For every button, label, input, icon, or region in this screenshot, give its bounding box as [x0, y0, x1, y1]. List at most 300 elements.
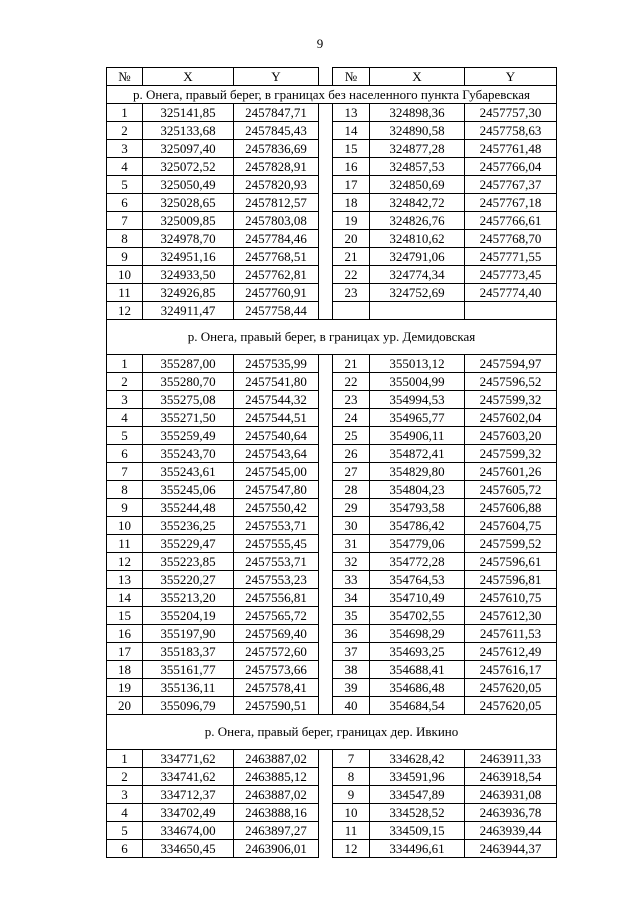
coord-x-left: 355223,85 — [143, 553, 234, 571]
point-number-right: 35 — [333, 607, 370, 625]
coord-x-left: 355220,27 — [143, 571, 234, 589]
column-gap — [319, 176, 333, 194]
table-row — [107, 176, 557, 194]
coordinates-table — [106, 67, 557, 858]
column-gap — [319, 571, 333, 589]
point-number-left: 5 — [107, 822, 143, 840]
column-gap — [319, 104, 333, 122]
table-row — [107, 104, 557, 122]
point-number-right: 9 — [333, 786, 370, 804]
point-number-left: 1 — [107, 355, 143, 373]
coord-x-left: 355136,11 — [143, 679, 234, 697]
coord-y-right: 2457757,30 — [465, 104, 557, 122]
coord-x-left: 355204,19 — [143, 607, 234, 625]
point-number-right: 28 — [333, 481, 370, 499]
coord-x-right: 324842,72 — [370, 194, 465, 212]
coord-y-right: 2457596,52 — [465, 373, 557, 391]
point-number-right: 7 — [333, 750, 370, 768]
point-number-left: 3 — [107, 786, 143, 804]
point-number-left: 5 — [107, 176, 143, 194]
coord-y-right: 2463911,33 — [465, 750, 557, 768]
column-gap — [319, 643, 333, 661]
coord-y-left: 2457836,69 — [234, 140, 319, 158]
point-number-right: 21 — [333, 355, 370, 373]
coord-x-right: 324752,69 — [370, 284, 465, 302]
column-gap — [319, 373, 333, 391]
coord-x-right: 324857,53 — [370, 158, 465, 176]
coord-y-right: 2457774,40 — [465, 284, 557, 302]
table-row — [107, 661, 557, 679]
coord-y-left: 2457553,23 — [234, 571, 319, 589]
coord-x-left: 325141,85 — [143, 104, 234, 122]
coord-y-left: 2457762,81 — [234, 266, 319, 284]
coord-x-right: 324810,62 — [370, 230, 465, 248]
coord-y-left: 2457535,99 — [234, 355, 319, 373]
coord-x-left: 334674,00 — [143, 822, 234, 840]
coord-x-right: 324791,06 — [370, 248, 465, 266]
column-gap — [319, 499, 333, 517]
column-gap — [319, 517, 333, 535]
point-number-right: 11 — [333, 822, 370, 840]
table-row — [107, 427, 557, 445]
table-row — [107, 194, 557, 212]
column-gap — [319, 194, 333, 212]
table-row — [107, 697, 557, 715]
coord-y-right: 2457611,53 — [465, 625, 557, 643]
column-gap — [319, 607, 333, 625]
column-gap — [319, 463, 333, 481]
coord-y-left: 2457760,91 — [234, 284, 319, 302]
coord-y-right: 2457773,45 — [465, 266, 557, 284]
point-number-left: 12 — [107, 302, 143, 320]
coord-y-left: 2457578,41 — [234, 679, 319, 697]
point-number-left: 12 — [107, 553, 143, 571]
table-row — [107, 553, 557, 571]
header-number-right: № — [333, 68, 370, 86]
point-number-right: 12 — [333, 840, 370, 858]
table-row — [107, 302, 557, 320]
coord-y-left: 2457758,44 — [234, 302, 319, 320]
coord-x-left: 334712,37 — [143, 786, 234, 804]
coord-x-left: 355096,79 — [143, 697, 234, 715]
coord-y-right: 2457596,81 — [465, 571, 557, 589]
table-row — [107, 589, 557, 607]
table-row — [107, 463, 557, 481]
table-row — [107, 122, 557, 140]
table-row — [107, 248, 557, 266]
coord-y-right: 2457599,32 — [465, 391, 557, 409]
point-number-right: 19 — [333, 212, 370, 230]
point-number-right: 23 — [333, 284, 370, 302]
column-gap — [319, 158, 333, 176]
coord-y-right: 2457599,52 — [465, 535, 557, 553]
coord-y-left: 2457540,64 — [234, 427, 319, 445]
coord-x-right: 354779,06 — [370, 535, 465, 553]
table-header-row — [107, 68, 557, 86]
point-number-right: 20 — [333, 230, 370, 248]
coord-y-left: 2457547,80 — [234, 481, 319, 499]
point-number-right: 10 — [333, 804, 370, 822]
coord-x-left: 355243,61 — [143, 463, 234, 481]
coord-y-left: 2457847,71 — [234, 104, 319, 122]
header-x-right: X — [370, 68, 465, 86]
table-row — [107, 373, 557, 391]
column-gap — [319, 266, 333, 284]
point-number-right: 26 — [333, 445, 370, 463]
coord-y-left: 2457784,46 — [234, 230, 319, 248]
coord-x-right: 354965,77 — [370, 409, 465, 427]
coord-x-left: 325050,49 — [143, 176, 234, 194]
coord-y-right: 2457616,17 — [465, 661, 557, 679]
coord-x-right: 354693,25 — [370, 643, 465, 661]
section-title: р. Онега, правый берег, в границах ур. Демидовская — [107, 320, 557, 355]
point-number-right: 22 — [333, 373, 370, 391]
section-title-row — [107, 715, 557, 750]
table-row — [107, 230, 557, 248]
coord-x-right: 334547,89 — [370, 786, 465, 804]
point-number-left: 1 — [107, 104, 143, 122]
coord-y-right: 2457599,32 — [465, 445, 557, 463]
point-number-left: 9 — [107, 248, 143, 266]
coord-x-right: 355013,12 — [370, 355, 465, 373]
column-gap — [319, 140, 333, 158]
table-row — [107, 679, 557, 697]
point-number-left: 7 — [107, 463, 143, 481]
coord-x-right: 354793,58 — [370, 499, 465, 517]
coord-y-left: 2463897,27 — [234, 822, 319, 840]
table-row — [107, 517, 557, 535]
table-row — [107, 822, 557, 840]
coord-x-right: 334528,52 — [370, 804, 465, 822]
coord-x-left: 355245,06 — [143, 481, 234, 499]
coord-x-left: 325097,40 — [143, 140, 234, 158]
coord-y-left: 2457768,51 — [234, 248, 319, 266]
point-number-left: 2 — [107, 122, 143, 140]
point-number-left: 19 — [107, 679, 143, 697]
coord-x-right: 354804,23 — [370, 481, 465, 499]
coord-x-left: 355244,48 — [143, 499, 234, 517]
point-number-left: 6 — [107, 445, 143, 463]
coord-y-left: 2463885,12 — [234, 768, 319, 786]
coord-y-left: 2457828,91 — [234, 158, 319, 176]
coord-x-right: 354994,53 — [370, 391, 465, 409]
coord-y-left: 2457565,72 — [234, 607, 319, 625]
point-number-left: 14 — [107, 589, 143, 607]
coord-x-left: 325009,85 — [143, 212, 234, 230]
column-gap — [319, 284, 333, 302]
table-row — [107, 607, 557, 625]
coord-y-left: 2457590,51 — [234, 697, 319, 715]
column-gap — [319, 68, 333, 86]
point-number-left: 2 — [107, 373, 143, 391]
coord-x-left: 334741,62 — [143, 768, 234, 786]
point-number-left: 20 — [107, 697, 143, 715]
coord-y-left: 2457812,57 — [234, 194, 319, 212]
table-row — [107, 768, 557, 786]
point-number-left: 1 — [107, 750, 143, 768]
coord-y-right: 2463931,08 — [465, 786, 557, 804]
point-number-right: 24 — [333, 409, 370, 427]
point-number-left: 3 — [107, 140, 143, 158]
point-number-right: 29 — [333, 499, 370, 517]
point-number-right: 36 — [333, 625, 370, 643]
column-gap — [319, 535, 333, 553]
coord-x-right: 334496,61 — [370, 840, 465, 858]
coord-y-left: 2457803,08 — [234, 212, 319, 230]
coord-y-left: 2457544,51 — [234, 409, 319, 427]
coord-y-right: 2457610,75 — [465, 589, 557, 607]
point-number-right: 27 — [333, 463, 370, 481]
point-number-left: 11 — [107, 535, 143, 553]
point-number-left: 10 — [107, 517, 143, 535]
coord-x-right: 324898,36 — [370, 104, 465, 122]
coord-x-left: 325133,68 — [143, 122, 234, 140]
point-number-left: 2 — [107, 768, 143, 786]
point-number-left: 11 — [107, 284, 143, 302]
coord-y-right: 2457620,05 — [465, 679, 557, 697]
coord-x-right — [370, 302, 465, 320]
point-number-right: 14 — [333, 122, 370, 140]
coord-x-right: 355004,99 — [370, 373, 465, 391]
table-row — [107, 750, 557, 768]
point-number-left: 9 — [107, 499, 143, 517]
coord-x-right: 354686,48 — [370, 679, 465, 697]
table-row — [107, 481, 557, 499]
coord-y-left: 2457544,32 — [234, 391, 319, 409]
point-number-right: 22 — [333, 266, 370, 284]
coord-x-right: 324774,34 — [370, 266, 465, 284]
point-number-right: 39 — [333, 679, 370, 697]
column-gap — [319, 481, 333, 499]
coord-y-right: 2457766,04 — [465, 158, 557, 176]
point-number-right: 37 — [333, 643, 370, 661]
coord-x-right: 334509,15 — [370, 822, 465, 840]
coord-x-left: 355229,47 — [143, 535, 234, 553]
coord-y-left: 2463887,02 — [234, 750, 319, 768]
point-number-left: 8 — [107, 481, 143, 499]
point-number-left: 6 — [107, 840, 143, 858]
point-number-right: 31 — [333, 535, 370, 553]
coord-x-left: 334650,45 — [143, 840, 234, 858]
table-row — [107, 158, 557, 176]
coord-x-right: 354872,41 — [370, 445, 465, 463]
point-number-right — [333, 302, 370, 320]
header-y-right: Y — [465, 68, 557, 86]
point-number-right: 8 — [333, 768, 370, 786]
column-gap — [319, 355, 333, 373]
coord-y-left: 2457541,80 — [234, 373, 319, 391]
column-gap — [319, 625, 333, 643]
coord-y-right: 2457606,88 — [465, 499, 557, 517]
point-number-right: 30 — [333, 517, 370, 535]
coord-x-right: 334591,96 — [370, 768, 465, 786]
header-x-left: X — [143, 68, 234, 86]
coord-x-left: 324951,16 — [143, 248, 234, 266]
coord-y-right: 2457761,48 — [465, 140, 557, 158]
coord-x-left: 334771,62 — [143, 750, 234, 768]
coord-y-left: 2457543,64 — [234, 445, 319, 463]
section-title-row — [107, 320, 557, 355]
point-number-right: 23 — [333, 391, 370, 409]
coord-x-left: 325028,65 — [143, 194, 234, 212]
coord-x-left: 355183,37 — [143, 643, 234, 661]
point-number-right: 32 — [333, 553, 370, 571]
coord-x-left: 355197,90 — [143, 625, 234, 643]
coord-y-left: 2457572,60 — [234, 643, 319, 661]
point-number-left: 4 — [107, 409, 143, 427]
coord-y-left: 2457556,81 — [234, 589, 319, 607]
coordinates-table-body — [107, 68, 557, 858]
coord-y-left: 2463888,16 — [234, 804, 319, 822]
coord-x-right: 324890,58 — [370, 122, 465, 140]
column-gap — [319, 553, 333, 571]
table-row — [107, 212, 557, 230]
point-number-right: 25 — [333, 427, 370, 445]
header-number-left: № — [107, 68, 143, 86]
coord-y-left: 2457569,40 — [234, 625, 319, 643]
column-gap — [319, 750, 333, 768]
point-number-right: 17 — [333, 176, 370, 194]
table-row — [107, 571, 557, 589]
coord-y-right: 2457612,30 — [465, 607, 557, 625]
table-row — [107, 355, 557, 373]
coord-x-right: 354764,53 — [370, 571, 465, 589]
coord-y-left: 2457553,71 — [234, 553, 319, 571]
column-gap — [319, 822, 333, 840]
table-row — [107, 266, 557, 284]
column-gap — [319, 768, 333, 786]
table-row — [107, 409, 557, 427]
coord-x-left: 334702,49 — [143, 804, 234, 822]
point-number-left: 10 — [107, 266, 143, 284]
column-gap — [319, 427, 333, 445]
coord-x-left: 355213,20 — [143, 589, 234, 607]
point-number-left: 3 — [107, 391, 143, 409]
point-number-right: 21 — [333, 248, 370, 266]
coord-y-right: 2457605,72 — [465, 481, 557, 499]
point-number-left: 5 — [107, 427, 143, 445]
table-row — [107, 625, 557, 643]
table-row — [107, 499, 557, 517]
coord-y-right: 2457768,70 — [465, 230, 557, 248]
coord-y-right: 2463939,44 — [465, 822, 557, 840]
coord-x-left: 355280,70 — [143, 373, 234, 391]
point-number-left: 6 — [107, 194, 143, 212]
point-number-left: 8 — [107, 230, 143, 248]
coord-x-right: 354710,49 — [370, 589, 465, 607]
coord-x-left: 324926,85 — [143, 284, 234, 302]
table-row — [107, 840, 557, 858]
coord-x-right: 354772,28 — [370, 553, 465, 571]
coord-x-left: 324911,47 — [143, 302, 234, 320]
column-gap — [319, 679, 333, 697]
column-gap — [319, 302, 333, 320]
coord-x-right: 324877,28 — [370, 140, 465, 158]
column-gap — [319, 248, 333, 266]
coord-x-right: 354688,41 — [370, 661, 465, 679]
header-y-left: Y — [234, 68, 319, 86]
point-number-right: 18 — [333, 194, 370, 212]
coord-y-left: 2457845,43 — [234, 122, 319, 140]
point-number-left: 4 — [107, 804, 143, 822]
coord-y-right: 2457602,04 — [465, 409, 557, 427]
column-gap — [319, 445, 333, 463]
coord-y-right: 2457601,26 — [465, 463, 557, 481]
column-gap — [319, 804, 333, 822]
coord-x-right: 354906,11 — [370, 427, 465, 445]
coord-x-left: 355259,49 — [143, 427, 234, 445]
coord-y-left: 2457553,71 — [234, 517, 319, 535]
coord-x-left: 324978,70 — [143, 230, 234, 248]
table-row — [107, 786, 557, 804]
coord-y-right: 2457612,49 — [465, 643, 557, 661]
section-title: р. Онега, правый берег, в границах без населенного пункта Губаревская — [107, 86, 557, 104]
coord-x-right: 354829,80 — [370, 463, 465, 481]
table-row — [107, 284, 557, 302]
table-row — [107, 391, 557, 409]
coord-x-right: 354702,55 — [370, 607, 465, 625]
point-number-right: 33 — [333, 571, 370, 589]
coord-x-left: 325072,52 — [143, 158, 234, 176]
table-row — [107, 535, 557, 553]
coord-y-right: 2463944,37 — [465, 840, 557, 858]
point-number-left: 13 — [107, 571, 143, 589]
page-number: 9 — [316, 36, 324, 51]
coord-y-right: 2457767,18 — [465, 194, 557, 212]
coord-y-right: 2457767,37 — [465, 176, 557, 194]
coord-x-right: 354786,42 — [370, 517, 465, 535]
coord-y-left: 2457555,45 — [234, 535, 319, 553]
coord-y-right — [465, 302, 557, 320]
column-gap — [319, 786, 333, 804]
coord-x-left: 355243,70 — [143, 445, 234, 463]
point-number-right: 38 — [333, 661, 370, 679]
coord-y-right: 2457603,20 — [465, 427, 557, 445]
coord-x-left: 355236,25 — [143, 517, 234, 535]
column-gap — [319, 589, 333, 607]
table-row — [107, 140, 557, 158]
coord-y-left: 2457820,93 — [234, 176, 319, 194]
coord-y-right: 2463936,78 — [465, 804, 557, 822]
table-row — [107, 643, 557, 661]
coord-x-right: 324850,69 — [370, 176, 465, 194]
coord-x-left: 324933,50 — [143, 266, 234, 284]
point-number-right: 34 — [333, 589, 370, 607]
column-gap — [319, 697, 333, 715]
coord-y-right: 2457766,61 — [465, 212, 557, 230]
coord-x-right: 354684,54 — [370, 697, 465, 715]
table-row — [107, 445, 557, 463]
point-number-left: 18 — [107, 661, 143, 679]
point-number-right: 15 — [333, 140, 370, 158]
section-title: р. Онега, правый берег, границах дер. Ивкино — [107, 715, 557, 750]
coord-y-left: 2463906,01 — [234, 840, 319, 858]
column-gap — [319, 230, 333, 248]
column-gap — [319, 391, 333, 409]
coord-y-left: 2463887,02 — [234, 786, 319, 804]
coord-y-right: 2457596,61 — [465, 553, 557, 571]
column-gap — [319, 409, 333, 427]
column-gap — [319, 661, 333, 679]
coord-y-right: 2457594,97 — [465, 355, 557, 373]
point-number-right: 16 — [333, 158, 370, 176]
coord-y-right: 2457620,05 — [465, 697, 557, 715]
point-number-left: 16 — [107, 625, 143, 643]
coord-x-right: 354698,29 — [370, 625, 465, 643]
coord-y-left: 2457545,00 — [234, 463, 319, 481]
coord-y-right: 2457604,75 — [465, 517, 557, 535]
column-gap — [319, 212, 333, 230]
